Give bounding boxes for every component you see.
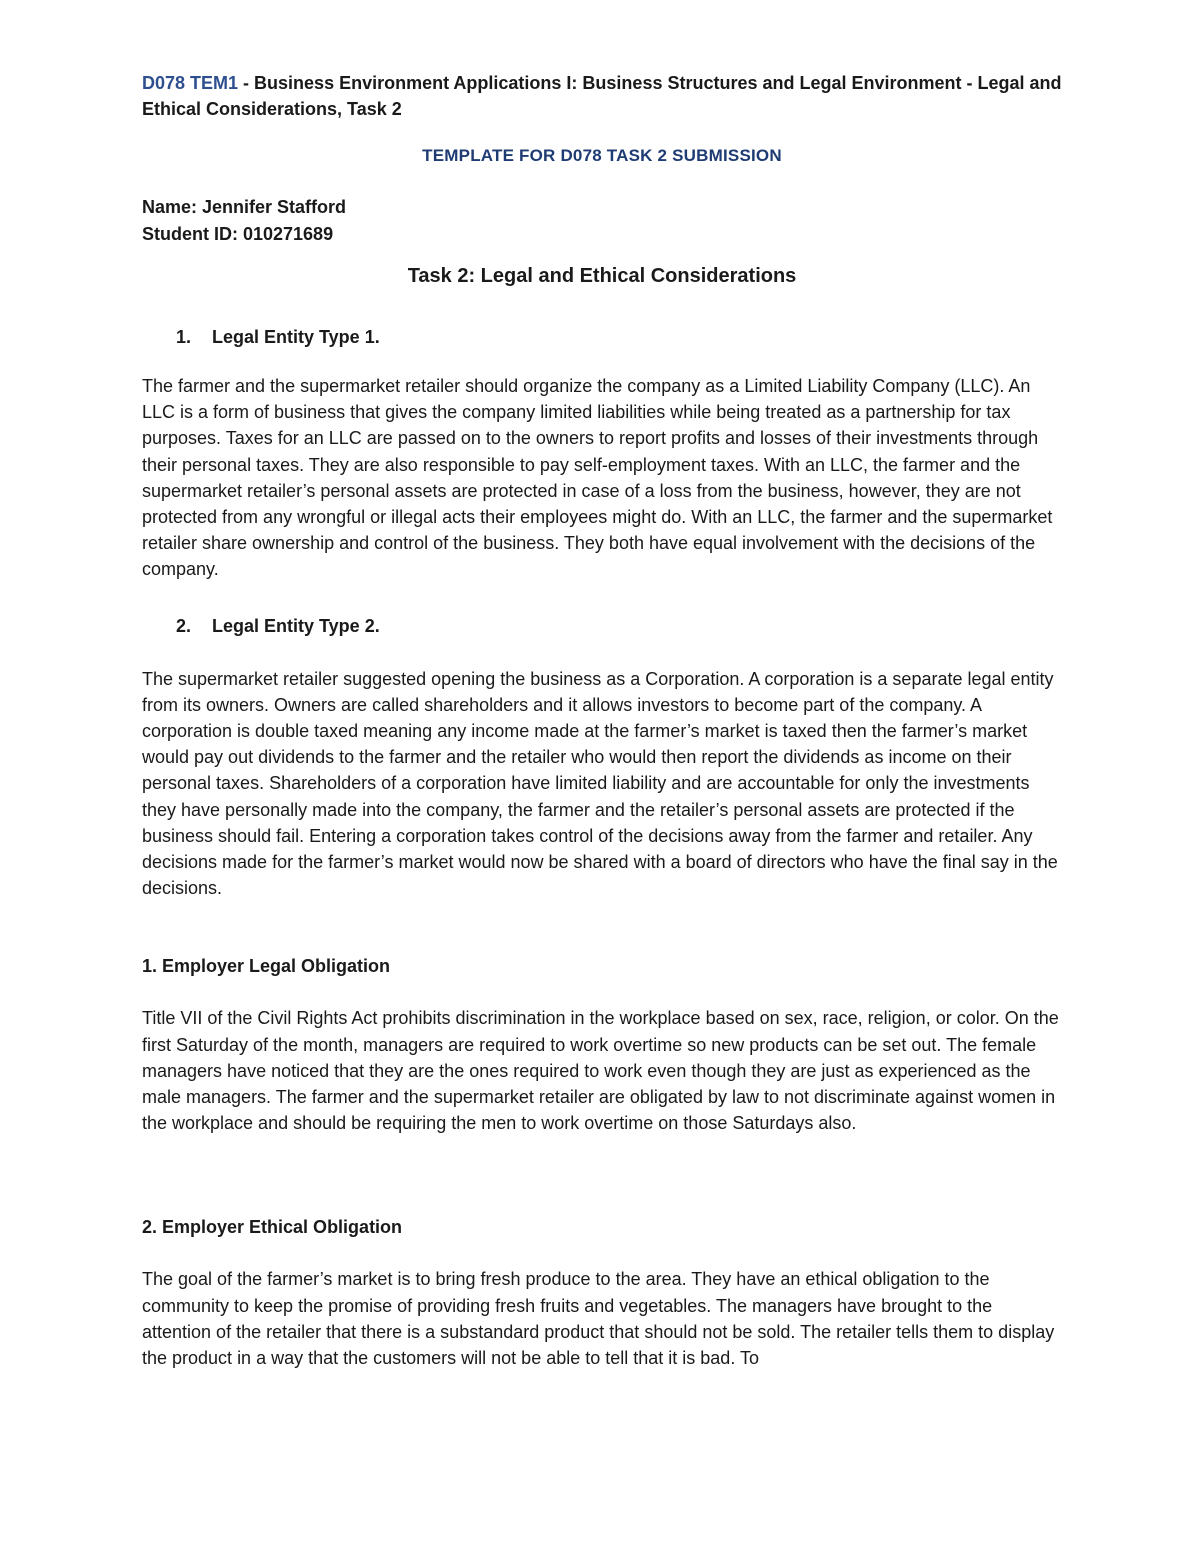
entity-type-1-heading xyxy=(142,324,1062,350)
course-code: D078 TEM1 xyxy=(142,73,239,93)
ethical-obligation-heading: 2. Employer Ethical Obligation xyxy=(142,1217,403,1238)
task-title: Task 2: Legal and Ethical Considerations xyxy=(407,265,797,287)
entity-type-1-paragraph: The farmer and the supermarket retailer should organize the company as a Limited Liability Company (LLC). An LLC is a form of business that gives the company limited liabilities while being treated as a partnership for tax purposes. Taxes for an LLC are passed on to the owners to report profits and losses of their investments through their personal taxes. They are also responsible to pay self-employment taxes. With an LLC, the farmer and the supermarket retailer’s personal assets are protected in case of a loss from the business, however, they are not protected from any wrongful or illegal acts their employees might do. With an LLC, the farmer and the supermarket retailer share ownership and control of the business. They both have equal involvement with the decisions of the company. xyxy=(142,376,1053,580)
course-title: - Business Environment Applications I: Business Structures and Legal Environment - Legal and Ethical Considerations, Task 2 xyxy=(142,73,1062,119)
student-info xyxy=(142,194,1062,248)
entity-type-1-number: 1. xyxy=(176,327,192,347)
entity-type-2-title: Legal Entity Type 2. xyxy=(212,615,380,636)
student-id: Student ID: 010271689 xyxy=(142,224,334,244)
entity-type-2-number: 2. xyxy=(176,615,192,636)
ethical-obligation-paragraph: The goal of the farmer’s market is to bring fresh produce to the area. They have an ethical obligation to the community to keep the promise of providing fresh fruits and vegetables. The managers have brought to the attention of the retailer that there is a substandard product that should not be sold. The retailer tells them to display the product in a way that the customers will not be able to tell that it is bad. To xyxy=(142,1269,1055,1369)
legal-obligation-heading: 1. Employer Legal Obligation xyxy=(142,956,391,977)
entity-type-2-heading xyxy=(142,613,1062,639)
course-header xyxy=(142,70,1062,122)
template-title: TEMPLATE FOR D078 TASK 2 SUBMISSION xyxy=(422,146,782,165)
student-name: Name: Jennifer Stafford xyxy=(142,197,347,217)
entity-type-2-paragraph: The supermarket retailer suggested opening the business as a Corporation. A corporation is a separate legal entity from its owners. Owners are called shareholders and it allows investors to become part of the company. A corporation is double taxed meaning any income made at the farmer’s market is taxed then the farmer’s market would pay out dividends to the farmer and the retailer who would then report the dividends as income on their personal taxes. Shareholders of a corporation have limited liability and are accountable for only the investments they have personally made into the company, the farmer and the retailer’s personal assets are protected if the business should fail. Entering a corporation takes control of the decisions away from the farmer and retailer. Any decisions made for the farmer’s market would now be shared with a board of directors who have the final say in the decisions. xyxy=(142,668,1058,899)
entity-type-1-title: Legal Entity Type 1. xyxy=(212,327,380,347)
legal-obligation-paragraph: Title VII of the Civil Rights Act prohibits discrimination in the workplace based on sex, race, religion, or color. On the first Saturday of the month, managers are required to work overtime so new products can be set out. The female managers have noticed that they are the ones required to work even though they are just as experienced as the male managers. The farmer and the supermarket retailer are obligated by law to not discriminate against women in the workplace and should be requiring the men to work overtime on those Saturdays also. xyxy=(142,1008,1059,1134)
